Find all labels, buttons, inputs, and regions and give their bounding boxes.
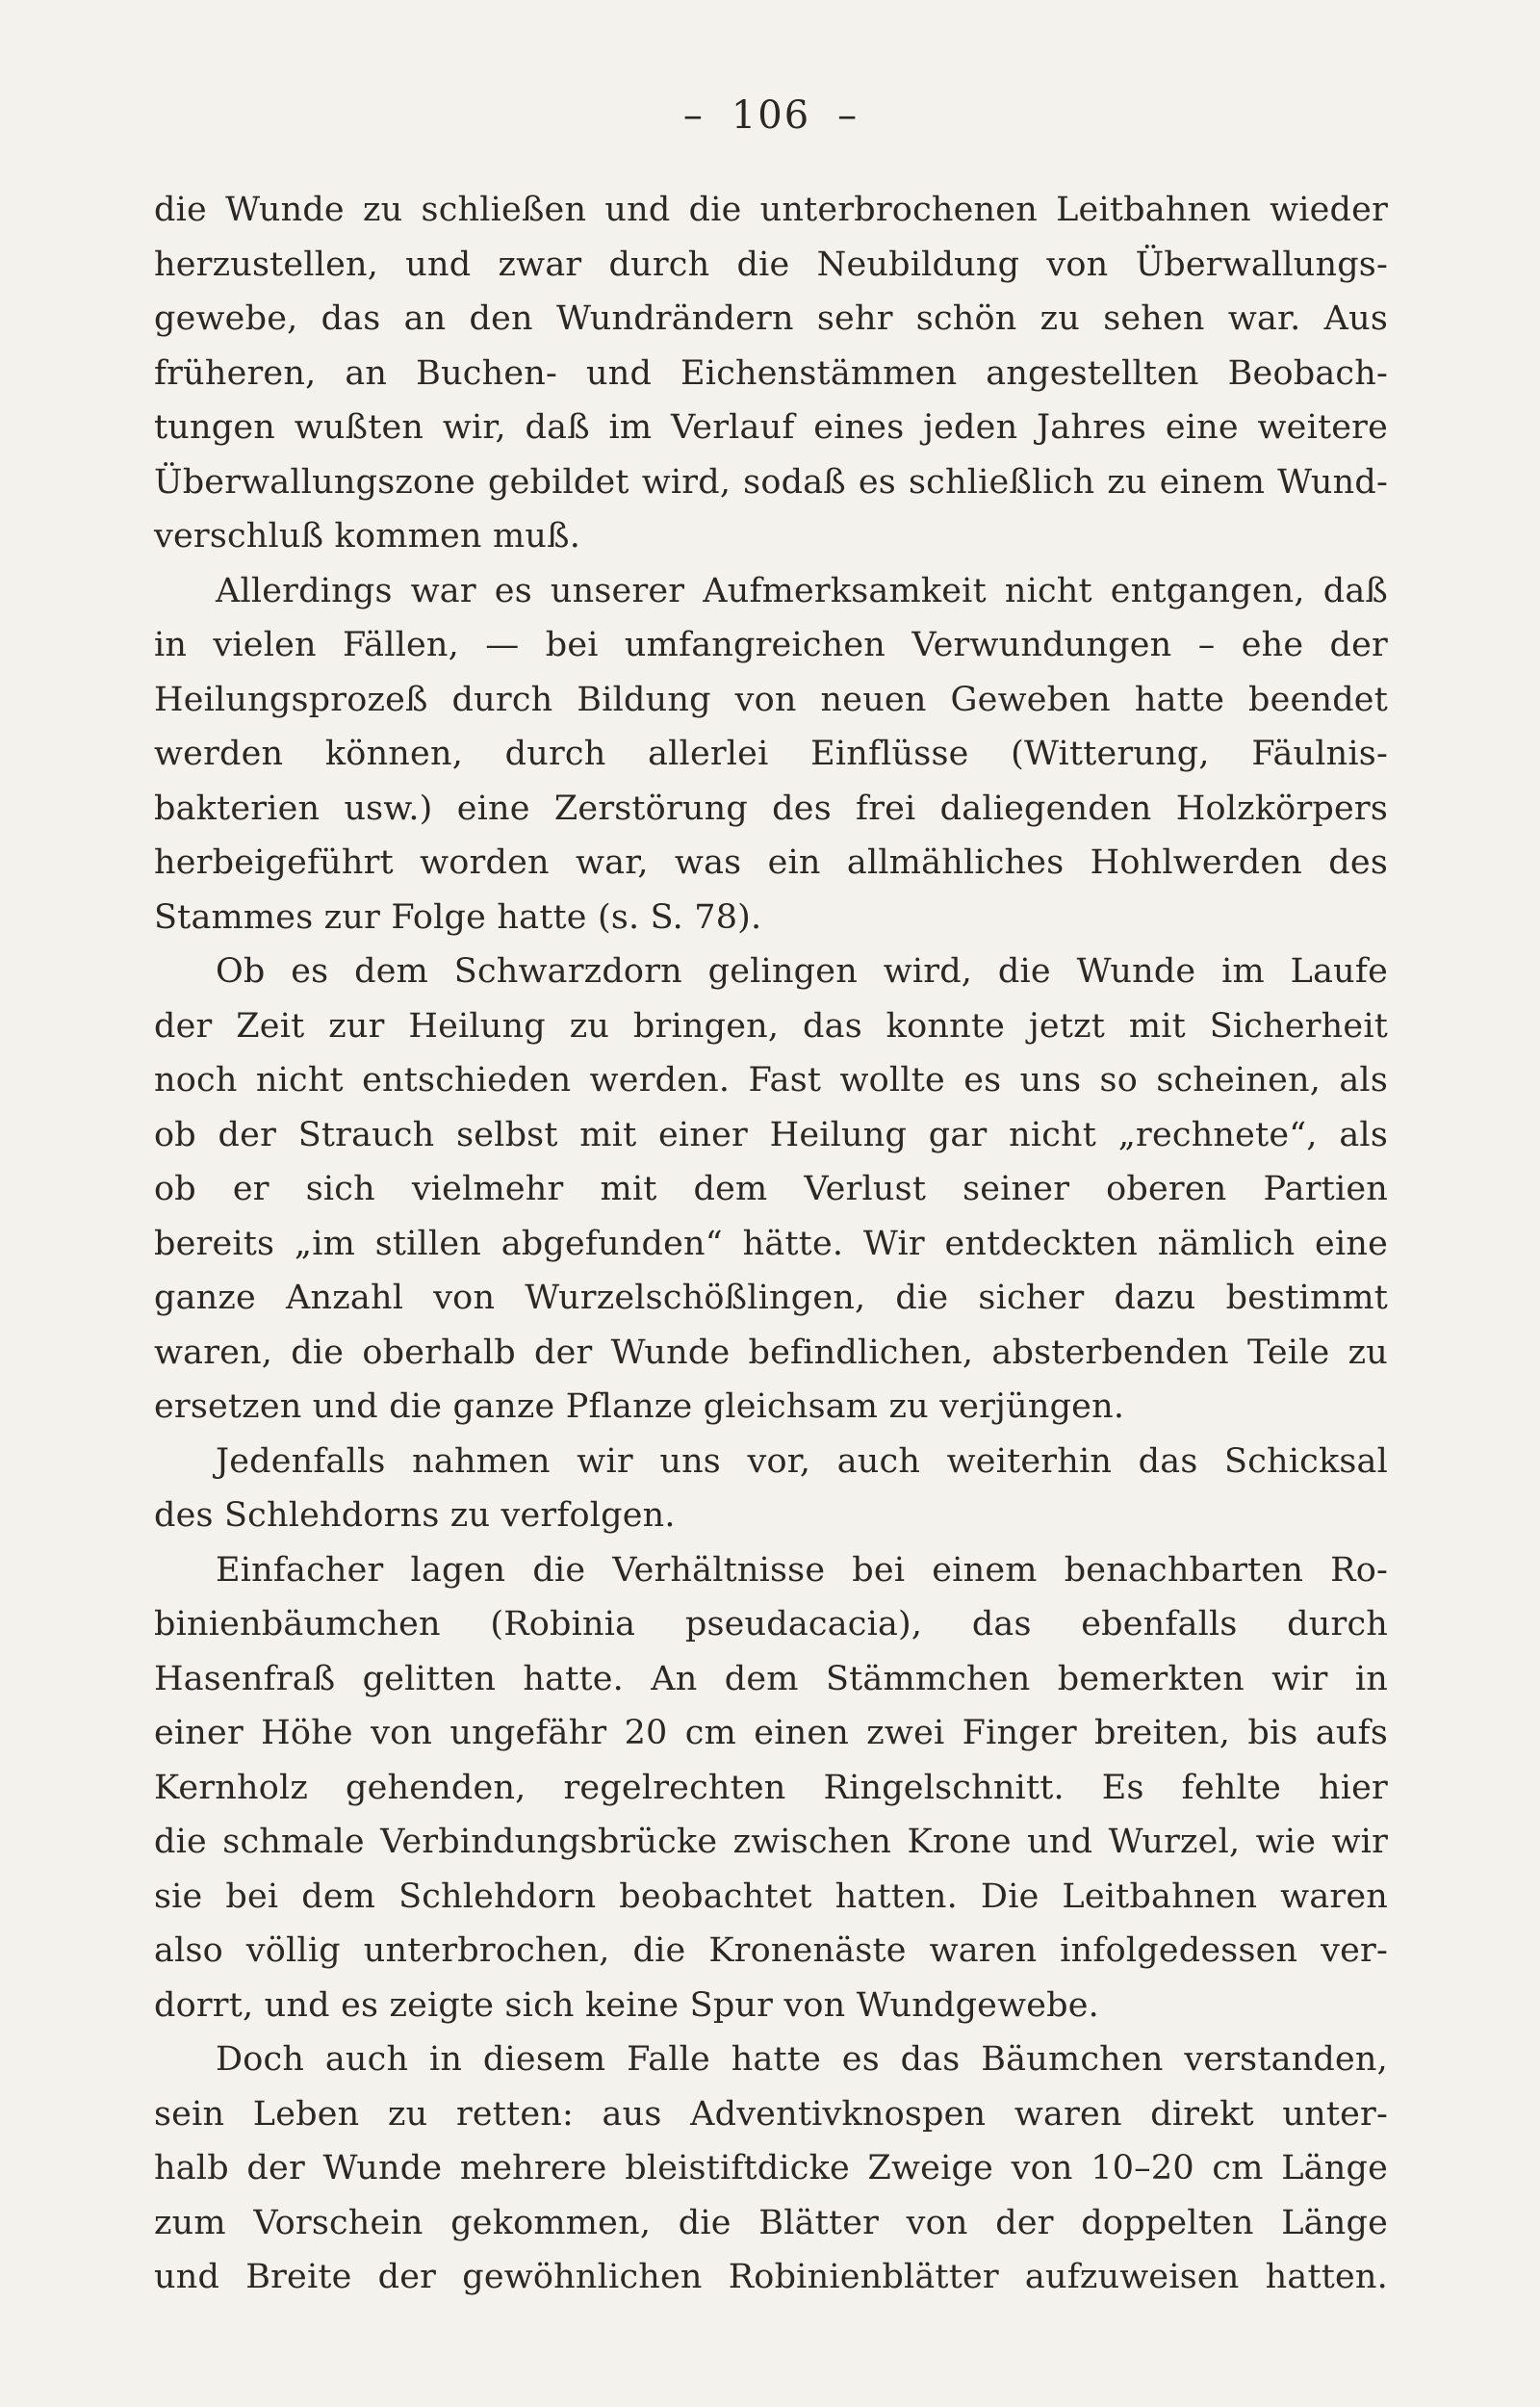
text-line: Doch auch in diesem Falle hatte es das Bäumchen verstanden, (216, 2040, 1388, 2079)
text-line: ersetzen und die ganze Pflanze gleichsam zu verjüngen. (154, 1387, 1125, 1426)
page-number-dash-right: – (837, 93, 860, 138)
text-line: des Schlehdorns zu verfolgen. (154, 1496, 676, 1535)
text-line: verschluß kommen muß. (154, 517, 581, 556)
text-line: Überwallungszone gebildet wird, sodaß es schließlich zu einem Wund- (154, 462, 1388, 502)
paragraph-6 (154, 2032, 1388, 2305)
page-number-header (154, 93, 1388, 138)
text-line: Einfacher lagen die Verhältnisse bei einem benachbarten Ro- (216, 1550, 1388, 1590)
text-line: bakterien usw.) eine Zerstörung des frei daliegenden Holzkörpers (154, 789, 1388, 828)
text-line: Allerdings war es unserer Aufmerksamkeit nicht entgangen, daß (216, 571, 1388, 610)
text-line: halb der Wunde mehrere bleistiftdicke Zweige von 10–20 cm Länge (154, 2149, 1388, 2187)
paragraph-5 (154, 1543, 1388, 2033)
text-line: die Wunde zu schließen und die unterbrochenen Leitbahnen wieder (154, 191, 1388, 229)
text-line: Heilungsprozeß durch Bildung von neuen Geweben hatte beendet (154, 680, 1388, 719)
text-line: Ob es dem Schwarzdorn gelingen wird, die Wunde im Laufe (216, 952, 1388, 991)
text-line: ganze Anzahl von Wurzelschößlingen, die sicher dazu bestimmt (154, 1279, 1388, 1317)
text-line: Jedenfalls nahmen wir uns vor, auch weiterhin das Schicksal (216, 1441, 1388, 1481)
paragraph-4 (154, 1435, 1388, 1543)
text-line: in vielen Fällen, — bei umfangreichen Verwundungen – ehe der (154, 626, 1388, 664)
text-line: sie bei dem Schlehdorn beobachtet hatten. Die Leitbahnen waren (154, 1876, 1388, 1916)
text-line: binienbäumchen (Robinia pseudacacia), das ebenfalls durch (154, 1605, 1388, 1643)
text-line: gewebe, das an den Wundrändern sehr schön zu sehen war. Aus (154, 299, 1388, 338)
text-line: tungen wußten wir, daß im Verlauf eines jeden Jahres eine weitere (154, 408, 1388, 447)
text-line: Stammes zur Folge hatte (s. S. 78). (154, 897, 762, 937)
text-line: also völlig unterbrochen, die Kronenäste waren infolgedessen ver- (154, 1931, 1388, 1970)
paragraph-2 (154, 564, 1388, 945)
text-line: der Zeit zur Heilung zu bringen, das konnte jetzt mit Sicherheit (154, 1006, 1388, 1046)
text-line: bereits „im stillen abgefunden“ hätte. Wir entdeckten nämlich eine (154, 1224, 1388, 1263)
text-line: herbeigeführt worden war, was ein allmähliches Hohlwerden des (154, 843, 1388, 882)
text-line: und Breite der gewöhnlichen Robinienblätter aufzuweisen hatten. (154, 2258, 1388, 2296)
text-line: herzustellen, und zwar durch die Neubildung von Überwallungs- (154, 245, 1388, 284)
paragraph-3 (154, 945, 1388, 1435)
text-line: ob er sich vielmehr mit dem Verlust seiner oberen Partien (154, 1170, 1388, 1208)
page-number: 106 (731, 93, 811, 138)
text-line: dorrt, und es zeigte sich keine Spur von Wundgewebe. (154, 1985, 1100, 2025)
text-line: ob der Strauch selbst mit einer Heilung gar nicht „rechnete“, als (154, 1115, 1388, 1154)
text-line: Kernholz gehenden, regelrechten Ringelschnitt. Es fehlte hier (154, 1768, 1388, 1807)
text-line: sein Leben zu retten: aus Adventivknospen waren direkt unter- (154, 2094, 1388, 2134)
text-line: zum Vorschein gekommen, die Blätter von der doppelten Länge (154, 2203, 1388, 2242)
page-number-dash-left: – (682, 93, 705, 138)
paragraph-1 (154, 183, 1388, 564)
text-line: waren, die oberhalb der Wunde befindlichen, absterbenden Teile zu (154, 1333, 1388, 1372)
text-line: Hasenfraß gelitten hatte. An dem Stämmchen bemerkten wir in (154, 1659, 1388, 1698)
text-line: noch nicht entschieden werden. Fast wollte es uns so scheinen, als (154, 1061, 1388, 1100)
text-line: die schmale Verbindungsbrücke zwischen Krone und Wurzel, wie wir (154, 1823, 1388, 1861)
text-line: einer Höhe von ungefähr 20 cm einen zwei Finger breiten, bis aufs (154, 1714, 1388, 1752)
text-line: werden können, durch allerlei Einflüsse (Witterung, Fäulnis- (154, 735, 1388, 773)
text-line: früheren, an Buchen- und Eichenstämmen angestellten Beobach- (154, 353, 1388, 393)
